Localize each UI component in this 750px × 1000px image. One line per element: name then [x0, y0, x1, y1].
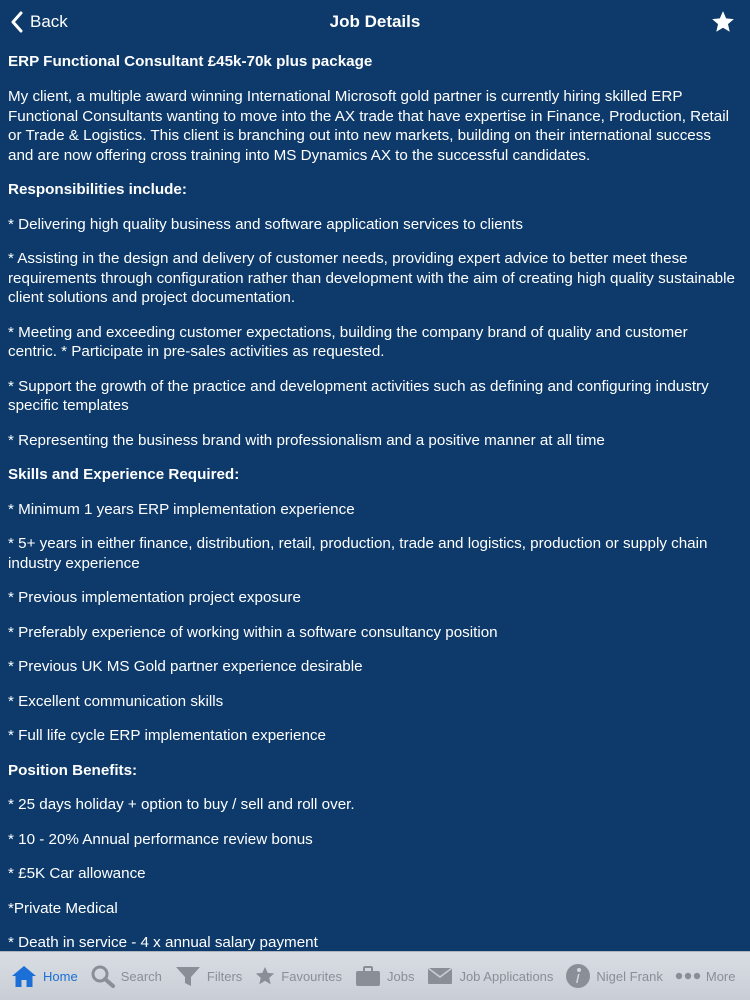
- favourite-button[interactable]: [710, 9, 736, 35]
- responsibility-item: * Support the growth of the practice and development activities such as defining and configuring industry specific templates: [8, 377, 709, 414]
- back-label: Back: [30, 12, 68, 31]
- tab-label: Filters: [206, 968, 243, 984]
- tab-nigel-frank[interactable]: [559, 952, 668, 1000]
- job-intro: My client, a multiple award winning International Microsoft gold partner is currently hiring skilled ERP Functional Consultants wanting to move into the AX trade that have expertise in Finance, Production, Retail or Trade & Logistics. This client is branching out into new markets, building on their international success and are now offering cross training into MS Dynamics AX to the successful candidates.: [8, 88, 729, 164]
- benefit-item: * £5K Car allowance: [8, 865, 146, 882]
- tab-favourites[interactable]: [248, 952, 348, 1000]
- tab-label: Nigel Frank: [596, 968, 663, 984]
- skill-item: * Previous implementation project exposure: [8, 589, 301, 606]
- filter-icon: [174, 964, 202, 988]
- tab-label: Jobs: [386, 968, 415, 984]
- skill-item: * Full life cycle ERP implementation experience: [8, 727, 326, 744]
- home-icon: [10, 964, 38, 988]
- skill-item: * 5+ years in either finance, distribution, retail, production, trade and logistics, production or supply chain industry experience: [8, 535, 708, 572]
- search-icon: [90, 964, 116, 988]
- skill-item: * Excellent communication skills: [8, 692, 224, 710]
- benefits-heading: Position Benefits:: [8, 761, 138, 779]
- briefcase-icon: [354, 964, 382, 988]
- responsibilities-heading: Responsibilities include:: [8, 181, 187, 198]
- navigation-bar: [0, 0, 750, 44]
- more-icon: [675, 971, 701, 981]
- benefit-item: *Private Medical: [8, 899, 118, 917]
- tab-bar: [0, 951, 750, 1000]
- tab-jobs[interactable]: [348, 952, 420, 1000]
- responsibility-item: * Representing the business brand with professionalism and a positive manner at all time: [8, 431, 605, 449]
- benefit-item: * Death in service - 4 x annual salary payment: [8, 934, 318, 950]
- page-title: Job Details: [329, 12, 421, 31]
- tab-home[interactable]: [0, 952, 84, 1000]
- responsibility-item: * Delivering high quality business and software application services to clients: [8, 215, 523, 233]
- star-icon: [254, 965, 276, 987]
- skill-item: * Previous UK MS Gold partner experience desirable: [8, 658, 363, 675]
- tab-label: Job Applications: [459, 968, 554, 984]
- responsibility-item: * Assisting in the design and delivery of customer needs, providing expert advice to better meet these requirements through configuration rather than development with the aim of creating high quality sustainable client solutions and project documentation.: [8, 250, 735, 306]
- star-icon: [710, 9, 736, 35]
- info-icon: [565, 963, 591, 989]
- responsibility-item: * Meeting and exceeding customer expectations, building the company brand of quality and customer centric. * Participate in pre-sales activities as requested.: [8, 323, 688, 360]
- skill-item: * Preferably experience of working within a software consultancy position: [8, 623, 498, 641]
- skill-item: * Minimum 1 years ERP implementation experience: [8, 500, 355, 518]
- tab-label: Search: [120, 968, 162, 984]
- job-details-content[interactable]: [8, 52, 738, 950]
- tab-label: Favourites: [281, 968, 342, 984]
- tab-more[interactable]: [669, 952, 742, 1000]
- tab-search[interactable]: [84, 952, 168, 1000]
- benefit-item: * 25 days holiday + option to buy / sell and roll over.: [8, 796, 355, 813]
- tab-job-applications[interactable]: [420, 952, 559, 1000]
- tab-filters[interactable]: [168, 952, 248, 1000]
- benefit-item: * 10 - 20% Annual performance review bonus: [8, 830, 313, 848]
- job-title: ERP Functional Consultant £45k-70k plus package: [8, 53, 373, 70]
- skills-heading: Skills and Experience Required:: [8, 466, 240, 483]
- tab-label: Home: [43, 968, 78, 984]
- envelope-icon: [426, 965, 454, 987]
- tab-label: More: [705, 968, 736, 984]
